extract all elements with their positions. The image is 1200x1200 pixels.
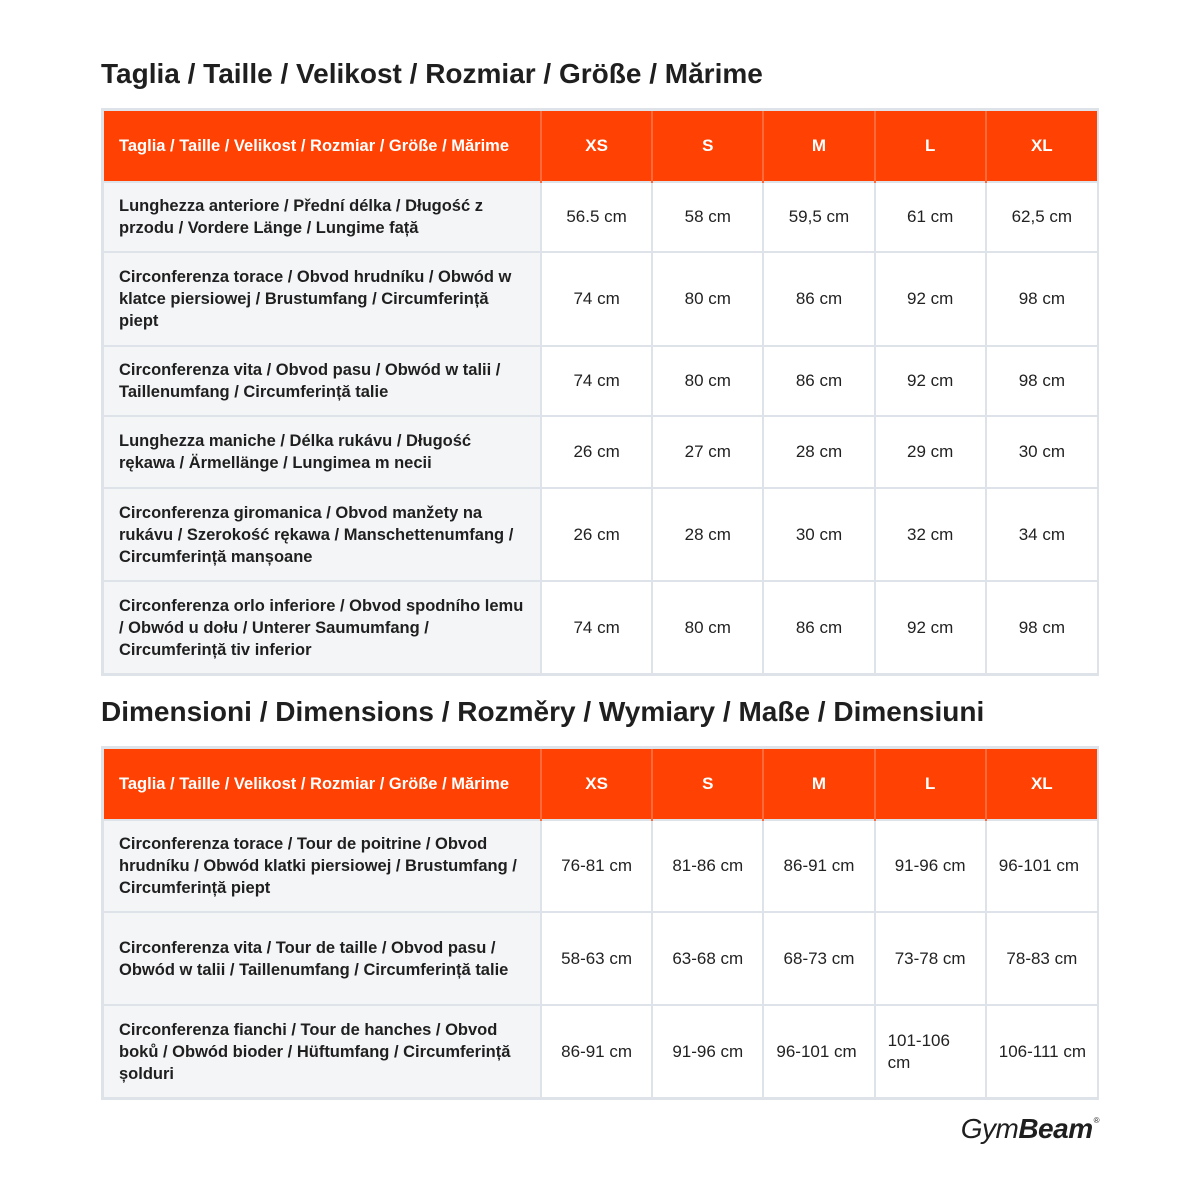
value-cell: 32 cm	[875, 488, 986, 581]
header-size-l: L	[875, 749, 986, 820]
value-cell: 30 cm	[763, 488, 874, 581]
value-cell: 98 cm	[986, 252, 1097, 346]
value-cell: 56.5 cm	[541, 182, 652, 252]
value-cell: 86 cm	[763, 581, 874, 673]
header-size-xl: XL	[986, 749, 1097, 820]
table-header-row	[104, 749, 1097, 820]
registered-mark: ®	[1093, 1116, 1099, 1125]
value-cell: 29 cm	[875, 416, 986, 488]
value-cell: 62,5 cm	[986, 182, 1097, 252]
logo-text-light: Gym	[960, 1113, 1019, 1144]
header-size-s: S	[652, 749, 763, 820]
value-cell: 74 cm	[541, 581, 652, 673]
value-cell: 27 cm	[652, 416, 763, 488]
value-cell: 30 cm	[986, 416, 1097, 488]
gymbeam-logo	[961, 1113, 1099, 1145]
table-row	[104, 182, 1097, 252]
dimensions-table-title: Dimensioni / Dimensions / Rozměry / Wymiary / Maße / Dimensiuni	[101, 696, 985, 727]
row-label: Circonferenza torace / Tour de poitrine / Obvod hrudníku / Obwód klatki piersiowej / Brustumfang / Circumferință piept	[104, 820, 541, 912]
header-size-s: S	[652, 111, 763, 182]
header-size-xl: XL	[986, 111, 1097, 182]
size-chart-table	[101, 108, 1099, 676]
table-row	[104, 912, 1097, 1005]
value-cell: 58-63 cm	[541, 912, 652, 1005]
header-size-xs: XS	[541, 749, 652, 820]
value-cell: 76-81 cm	[541, 820, 652, 912]
table-row	[104, 820, 1097, 912]
value-cell: 58 cm	[652, 182, 763, 252]
table-row	[104, 488, 1097, 581]
value-cell: 106-111 cm	[986, 1005, 1097, 1097]
table-row	[104, 252, 1097, 346]
value-cell: 74 cm	[541, 346, 652, 416]
size-table-title: Taglia / Taille / Velikost / Rozmiar / Größe / Mărime	[101, 58, 763, 89]
header-label-cell: Taglia / Taille / Velikost / Rozmiar / Größe / Mărime	[104, 111, 541, 182]
row-label: Circonferenza vita / Obvod pasu / Obwód w talii / Taillenumfang / Circumferință talie	[104, 346, 541, 416]
table-row	[104, 581, 1097, 673]
value-cell: 59,5 cm	[763, 182, 874, 252]
value-cell: 80 cm	[652, 346, 763, 416]
value-cell: 98 cm	[986, 346, 1097, 416]
value-cell: 26 cm	[541, 488, 652, 581]
size-chart	[104, 111, 1097, 673]
table-row	[104, 1005, 1097, 1097]
header-size-m: M	[763, 111, 874, 182]
value-cell: 63-68 cm	[652, 912, 763, 1005]
value-cell: 34 cm	[986, 488, 1097, 581]
value-cell: 26 cm	[541, 416, 652, 488]
row-label: Circonferenza vita / Tour de taille / Obvod pasu / Obwód w talii / Taillenumfang / Circumferință talie	[104, 912, 541, 1005]
value-cell: 98 cm	[986, 581, 1097, 673]
table-header-row	[104, 111, 1097, 182]
row-label: Lunghezza maniche / Délka rukávu / Długość rękawa / Ärmellänge / Lungimea m necii	[104, 416, 541, 488]
table-row	[104, 346, 1097, 416]
value-cell: 92 cm	[875, 252, 986, 346]
row-label: Circonferenza torace / Obvod hrudníku / Obwód w klatce piersiowej / Brustumfang / Circumferință piept	[104, 252, 541, 346]
value-cell: 73-78 cm	[875, 912, 986, 1005]
value-cell: 81-86 cm	[652, 820, 763, 912]
value-cell: 78-83 cm	[986, 912, 1097, 1005]
dimensions-chart	[104, 749, 1097, 1097]
value-cell: 91-96 cm	[652, 1005, 763, 1097]
value-cell: 92 cm	[875, 581, 986, 673]
row-label: Lunghezza anteriore / Přední délka / Długość z przodu / Vordere Länge / Lungime față	[104, 182, 541, 252]
row-label: Circonferenza giromanica / Obvod manžety na rukávu / Szerokość rękawa / Manschettenumfang / Circumferință manșoane	[104, 488, 541, 581]
value-cell: 86 cm	[763, 252, 874, 346]
header-size-m: M	[763, 749, 874, 820]
value-cell: 28 cm	[652, 488, 763, 581]
value-cell: 101-106 cm	[875, 1005, 986, 1097]
value-cell: 61 cm	[875, 182, 986, 252]
dimensions-table	[101, 746, 1099, 1100]
value-cell: 74 cm	[541, 252, 652, 346]
value-cell: 86-91 cm	[541, 1005, 652, 1097]
header-label-cell: Taglia / Taille / Velikost / Rozmiar / Größe / Mărime	[104, 749, 541, 820]
row-label: Circonferenza orlo inferiore / Obvod spodního lemu / Obwód u dołu / Unterer Saumumfang / Circumferință tiv inferior	[104, 581, 541, 673]
value-cell: 86 cm	[763, 346, 874, 416]
value-cell: 28 cm	[763, 416, 874, 488]
header-size-xs: XS	[541, 111, 652, 182]
value-cell: 91-96 cm	[875, 820, 986, 912]
table-row	[104, 416, 1097, 488]
value-cell: 96-101 cm	[763, 1005, 874, 1097]
value-cell: 96-101 cm	[986, 820, 1097, 912]
value-cell: 80 cm	[652, 581, 763, 673]
row-label: Circonferenza fianchi / Tour de hanches / Obvod boků / Obwód bioder / Hüftumfang / Circumferință șolduri	[104, 1005, 541, 1097]
logo-text-bold: Beam	[1018, 1113, 1093, 1144]
value-cell: 86-91 cm	[763, 820, 874, 912]
value-cell: 80 cm	[652, 252, 763, 346]
value-cell: 68-73 cm	[763, 912, 874, 1005]
header-size-l: L	[875, 111, 986, 182]
value-cell: 92 cm	[875, 346, 986, 416]
